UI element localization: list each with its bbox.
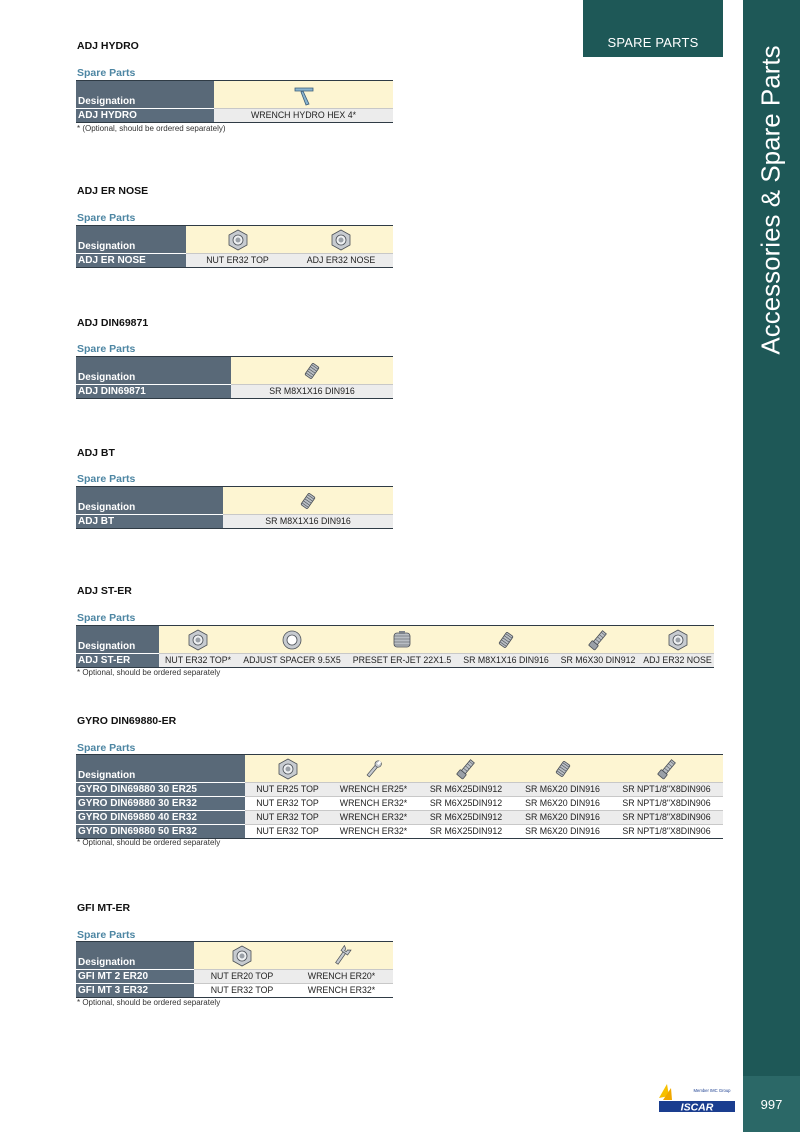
part-cell: SR M6X30 DIN912 — [555, 654, 641, 668]
designation-cell: GYRO DIN69880 40 ER32 — [76, 811, 245, 825]
part-cell: WRENCH HYDRO HEX 4* — [214, 109, 393, 123]
spare-parts-label: Spare Parts — [77, 473, 136, 485]
spare-parts-label: Spare Parts — [77, 343, 136, 355]
spare-parts-table-adj-er-nose — [76, 225, 393, 268]
part-icon-cell — [237, 626, 347, 654]
part-cell: SR NPT1/8"X8DIN906 — [610, 797, 723, 811]
part-icon-cell — [610, 755, 723, 783]
nut-icon — [277, 758, 299, 780]
section-title-gyro-din69880-er: GYRO DIN69880-ER — [77, 715, 177, 727]
part-icon-cell — [290, 942, 393, 970]
designation-header: Designation — [76, 487, 223, 515]
spacer-icon — [281, 629, 303, 651]
footnote: * Optional, should be ordered separately — [77, 998, 221, 1007]
table-row — [76, 109, 393, 123]
part-cell: WRENCH ER32* — [330, 797, 417, 811]
nut-icon — [330, 229, 352, 251]
designation-cell: GFI MT 2 ER20 — [76, 970, 194, 984]
cap-screw-icon — [586, 629, 610, 651]
page-number: 997 — [743, 1076, 800, 1132]
spare-parts-label: Spare Parts — [77, 742, 136, 754]
logo-brand: ISCAR — [680, 1101, 714, 1114]
part-icon-cell — [555, 626, 641, 654]
part-icon-cell — [245, 755, 330, 783]
designation-cell: ADJ ER NOSE — [76, 254, 186, 268]
part-cell: WRENCH ER20* — [290, 970, 393, 984]
part-cell: SR NPT1/8"X8DIN906 — [610, 825, 723, 839]
spare-parts-tab — [583, 0, 723, 57]
part-cell: ADJUST SPACER 9.5X5 — [237, 654, 347, 668]
part-cell: NUT ER32 TOP — [245, 811, 330, 825]
table-row — [76, 654, 714, 668]
spare-parts-label: Spare Parts — [77, 929, 136, 941]
spare-parts-table-adj-bt — [76, 486, 393, 529]
designation-cell: GYRO DIN69880 30 ER32 — [76, 797, 245, 811]
table-row — [76, 825, 723, 839]
part-cell: SR M8X1X16 DIN916 — [231, 385, 393, 399]
part-icon-cell — [417, 755, 515, 783]
part-cell: SR M6X20 DIN916 — [515, 825, 610, 839]
section-title-adj-er-nose: ADJ ER NOSE — [77, 185, 149, 197]
designation-header: Designation — [76, 81, 214, 109]
part-cell: SR M6X25DIN912 — [417, 797, 515, 811]
part-cell: PRESET ER-JET 22X1.5 — [347, 654, 457, 668]
part-icon-cell — [347, 626, 457, 654]
nut-icon — [227, 229, 249, 251]
part-icon-cell — [289, 226, 393, 254]
table-row — [76, 811, 723, 825]
part-cell: NUT ER20 TOP — [194, 970, 290, 984]
spare-parts-label: Spare Parts — [77, 67, 136, 79]
spare-parts-table-gfi-mt-er — [76, 941, 393, 998]
designation-header: Designation — [76, 626, 159, 654]
part-icon-cell — [231, 357, 393, 385]
set-screw-icon — [496, 629, 516, 651]
table-row — [76, 984, 393, 998]
part-icon-cell — [194, 942, 290, 970]
part-cell: NUT ER32 TOP — [194, 984, 290, 998]
preset-screw-icon — [391, 629, 413, 651]
part-icon-cell — [223, 487, 393, 515]
nut-icon — [231, 945, 253, 967]
part-icon-cell — [641, 626, 714, 654]
designation-cell: GFI MT 3 ER32 — [76, 984, 194, 998]
part-cell: WRENCH ER32* — [290, 984, 393, 998]
part-cell: NUT ER25 TOP — [245, 783, 330, 797]
set-screw-icon — [302, 360, 322, 382]
spare-parts-table-adj-din69871 — [76, 356, 393, 399]
table-row — [76, 385, 393, 399]
designation-header: Designation — [76, 357, 231, 385]
part-cell: ADJ ER32 NOSE — [289, 254, 393, 268]
set-screw-icon — [553, 758, 573, 780]
tab-label: SPARE PARTS — [607, 35, 699, 50]
part-cell: SR M6X20 DIN916 — [515, 797, 610, 811]
part-cell: NUT ER32 TOP — [245, 797, 330, 811]
footnote: * Optional, should be ordered separately — [77, 838, 221, 847]
logo-caption: Member IMC Group — [693, 1088, 731, 1093]
part-cell: ADJ ER32 NOSE — [641, 654, 714, 668]
part-cell: SR NPT1/8"X8DIN906 — [610, 811, 723, 825]
part-cell: WRENCH ER25* — [330, 783, 417, 797]
designation-cell: GYRO DIN69880 30 ER25 — [76, 783, 245, 797]
table-row — [76, 970, 393, 984]
table-row — [76, 515, 393, 529]
spare-parts-table-adj-st-er — [76, 625, 714, 668]
part-cell: SR M8X1X16 DIN916 — [457, 654, 555, 668]
part-cell: SR M6X20 DIN916 — [515, 811, 610, 825]
open-wrench-icon — [331, 945, 353, 967]
footnote: * (Optional, should be ordered separately) — [77, 124, 226, 133]
section-title-adj-bt: ADJ BT — [77, 447, 115, 459]
table-row — [76, 797, 723, 811]
part-cell: NUT ER32 TOP* — [159, 654, 237, 668]
spare-parts-label: Spare Parts — [77, 212, 136, 224]
designation-cell: ADJ BT — [76, 515, 223, 529]
part-cell: WRENCH ER32* — [330, 811, 417, 825]
section-title-adj-din69871: ADJ DIN69871 — [77, 317, 149, 329]
spare-parts-label: Spare Parts — [77, 612, 136, 624]
spare-parts-table-gyro-din69880-er — [76, 754, 723, 839]
part-cell: NUT ER32 TOP — [245, 825, 330, 839]
footnote: * Optional, should be ordered separately — [77, 668, 221, 677]
section-title-adj-st-er: ADJ ST-ER — [77, 585, 132, 597]
part-icon-cell — [159, 626, 237, 654]
iscar-logo-icon — [657, 1084, 737, 1114]
set-screw-icon — [298, 490, 318, 512]
sidebar-title: Accessories & Spare Parts — [755, 45, 786, 355]
section-title-adj-hydro: ADJ HYDRO — [77, 40, 139, 52]
part-cell: SR NPT1/8"X8DIN906 — [610, 783, 723, 797]
part-icon-cell — [330, 755, 417, 783]
part-icon-cell — [214, 81, 393, 109]
part-cell: SR M6X25DIN912 — [417, 783, 515, 797]
spare-parts-table-adj-hydro — [76, 80, 393, 123]
nut-icon — [667, 629, 689, 651]
designation-header: Designation — [76, 226, 186, 254]
part-cell: NUT ER32 TOP — [186, 254, 289, 268]
section-title-gfi-mt-er: GFI MT-ER — [77, 902, 131, 914]
table-row — [76, 783, 723, 797]
table-row — [76, 254, 393, 268]
part-cell: SR M8X1X16 DIN916 — [223, 515, 393, 529]
cap-screw-icon — [655, 758, 679, 780]
hex-wrench-icon — [291, 84, 317, 106]
designation-header: Designation — [76, 942, 194, 970]
wrench-icon — [363, 758, 385, 780]
part-icon-cell — [457, 626, 555, 654]
part-cell: SR M6X25DIN912 — [417, 825, 515, 839]
designation-cell: ADJ HYDRO — [76, 109, 214, 123]
part-cell: SR M6X20 DIN916 — [515, 783, 610, 797]
part-cell: WRENCH ER32* — [330, 825, 417, 839]
designation-cell: ADJ ST-ER — [76, 654, 159, 668]
designation-cell: ADJ DIN69871 — [76, 385, 231, 399]
part-icon-cell — [515, 755, 610, 783]
designation-cell: GYRO DIN69880 50 ER32 — [76, 825, 245, 839]
designation-header: Designation — [76, 755, 245, 783]
part-cell: SR M6X25DIN912 — [417, 811, 515, 825]
nut-icon — [187, 629, 209, 651]
part-icon-cell — [186, 226, 289, 254]
cap-screw-icon — [454, 758, 478, 780]
